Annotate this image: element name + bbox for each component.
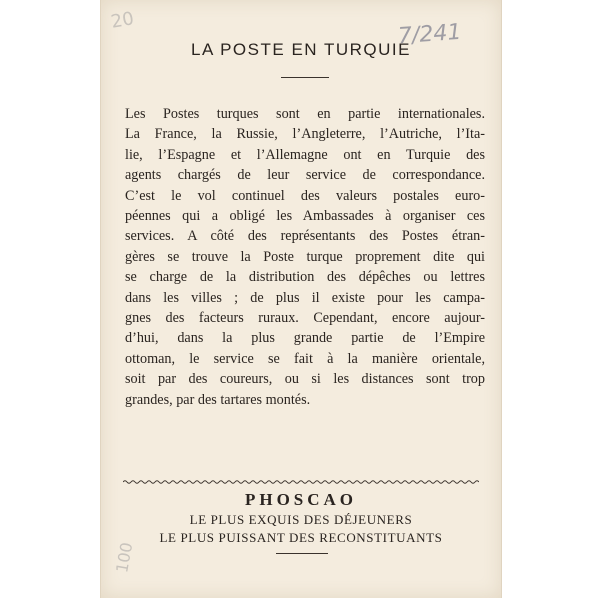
pencil-mark-bottom: 100 — [112, 540, 137, 575]
body-line: gères se trouve la Poste turque proprement dite qui — [125, 248, 485, 265]
body-line: Les Postes turques sont en partie internationales. — [125, 106, 485, 122]
body-line: péennes qui a obligé les Ambassades à organiser ces — [125, 208, 485, 225]
body-line: se charge de la distribution des dépêches ou lettres — [125, 269, 485, 286]
card-title: LA POSTE EN TURQUIE — [191, 40, 411, 59]
tagline-second: LE PLUS PUISSANT DES RECONSTITUANTS — [159, 530, 443, 545]
body-line: soit par des coureurs, ou si les distances sont trop — [125, 371, 485, 388]
body-line: services. A côté des représentants des Postes étran- — [125, 228, 485, 245]
body-line: lie, l’Espagne et l’Allemagne ont en Turquie des — [125, 146, 485, 163]
body-line: La France, la Russie, l’Angleterre, l’Autriche, l’Ita- — [125, 126, 485, 143]
handwritten-reference: 7/241 — [397, 19, 463, 50]
body-line: ottoman, le service se fait à la manière orientale, — [125, 350, 485, 367]
wavy-divider — [123, 478, 479, 486]
body-line: C’est le vol continuel des valeurs postales euro- — [125, 187, 485, 204]
body-line: grandes, par des tartares montés. — [125, 391, 311, 408]
postcard — [100, 0, 502, 598]
tagline-first: LE PLUS EXQUIS DES DÉJEUNERS — [189, 512, 413, 527]
pencil-mark-top: 20 — [109, 8, 136, 33]
brand-name: PHOSCAO — [244, 490, 358, 509]
body-line: agents chargés de leur service de correspondance. — [125, 167, 485, 184]
body-line: dans les villes ; de plus il existe pour les campa- — [125, 289, 485, 306]
body-text — [125, 104, 485, 410]
title-divider — [281, 77, 329, 78]
body-line: gnes des facteurs ruraux. Cependant, encore aujour- — [125, 310, 485, 327]
body-line: d’hui, dans la plus grande partie de l’Empire — [125, 330, 485, 347]
bottom-divider — [276, 553, 328, 554]
